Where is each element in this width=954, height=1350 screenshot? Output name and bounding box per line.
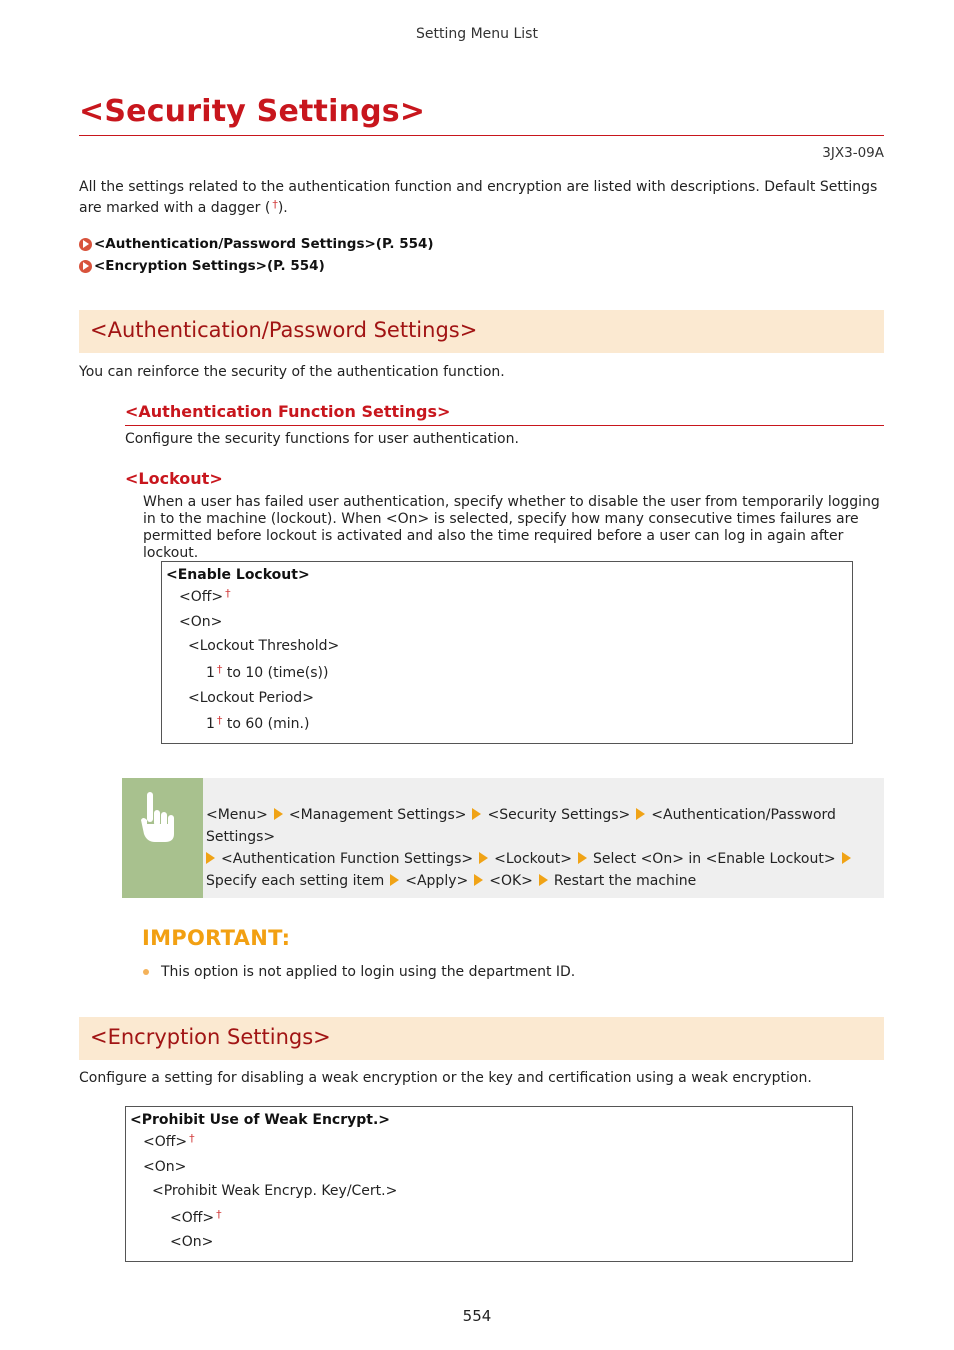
subheading-rule (125, 425, 884, 426)
triangle-right-icon (842, 852, 851, 864)
setting-title: <Enable Lockout> (166, 567, 310, 583)
section-heading-authentication (79, 310, 884, 353)
step: <OK> (489, 873, 533, 889)
step: <Management Settings> (288, 807, 467, 823)
step: Restart the machine (553, 873, 697, 889)
subheading-description: Configure the security functions for user authentication. (125, 431, 519, 447)
section-heading-encryption (79, 1017, 884, 1060)
step: Specify each setting item (206, 873, 385, 889)
triangle-right-icon (636, 808, 645, 820)
subheading-authentication-function: <Authentication Function Settings> (125, 402, 451, 421)
section-heading-text: <Authentication/Password Settings> (90, 318, 478, 342)
setting-option-on: <On> (179, 614, 223, 630)
setting-option-off (179, 587, 231, 605)
default-value: 1 (206, 665, 215, 681)
link-authentication-password[interactable] (79, 236, 434, 252)
setting-option-on: <On> (143, 1159, 187, 1175)
intro-text-end: ). (277, 200, 288, 216)
link-label[interactable]: <Authentication/Password Settings>(P. 554) (94, 236, 434, 252)
subheading-lockout: <Lockout> (125, 469, 223, 488)
setting-sub-option-off (170, 1208, 222, 1226)
hand-panel (122, 778, 203, 898)
triangle-right-icon (274, 808, 283, 820)
document-code: 3JX3-09A (822, 145, 884, 161)
step: <Menu> (206, 807, 268, 823)
step: <Authentication Function Settings> (221, 851, 474, 867)
setting-sub-option-on: <On> (170, 1234, 214, 1250)
intro-paragraph (79, 179, 884, 217)
option-label: <Off> (179, 589, 224, 605)
range-text: to 60 (min.) (226, 716, 310, 732)
operation-path-box (122, 778, 884, 898)
setting-sub-label: <Prohibit Weak Encryp. Key/Cert.> (152, 1183, 398, 1199)
page-number: 554 (462, 1307, 492, 1325)
dagger-mark: † (216, 714, 223, 727)
dagger-mark: † (272, 198, 278, 211)
setting-threshold-range (206, 663, 328, 681)
dagger-mark: † (216, 1208, 222, 1221)
settings-box-lockout (161, 561, 853, 744)
step: <Authentication/Password Settings> (206, 807, 836, 845)
circle-arrow-icon (79, 238, 92, 251)
dagger-mark: † (225, 587, 231, 600)
triangle-right-icon (390, 874, 399, 886)
lockout-description: When a user has failed user authentication, specify whether to disable the user from temporarily logging in to the machine (lockout). When <On> is selected, specify how many consecutive times failures are permitted before lockout is activated and also the time required before a user can log in again after lockout. (143, 494, 880, 561)
step: <Lockout> (494, 851, 572, 867)
option-label: <Off> (170, 1210, 215, 1226)
triangle-right-icon (539, 874, 548, 886)
pointing-hand-icon (139, 790, 183, 846)
settings-box-encryption (125, 1106, 853, 1262)
triangle-right-icon (206, 852, 215, 864)
default-value: 1 (206, 716, 215, 732)
step: <Security Settings> (487, 807, 631, 823)
range-text: to 10 (time(s)) (226, 665, 329, 681)
step: Select <On> in <Enable Lockout> (592, 851, 836, 867)
bullet-text: This option is not applied to login using the department ID. (161, 964, 576, 980)
page-title: <Security Settings> (79, 94, 426, 129)
setting-period-range (206, 714, 309, 732)
triangle-right-icon (474, 874, 483, 886)
operation-steps (206, 804, 878, 892)
section-description: You can reinforce the security of the authentication function. (79, 364, 505, 380)
link-label[interactable]: <Encryption Settings>(P. 554) (94, 258, 325, 274)
important-bullet (143, 964, 575, 980)
setting-threshold-label: <Lockout Threshold> (188, 638, 340, 654)
section-description: Configure a setting for disabling a weak encryption or the key and certification using a weak encryption. (79, 1070, 812, 1086)
important-label: IMPORTANT: (142, 926, 291, 950)
triangle-right-icon (578, 852, 587, 864)
intro-text: All the settings related to the authentication function and encryption are listed with descriptions. Default Settings are marked with a dagger ( (79, 179, 878, 216)
triangle-right-icon (479, 852, 488, 864)
bullet-dot-icon (143, 969, 149, 975)
section-heading-text: <Encryption Settings> (90, 1025, 331, 1049)
title-rule (79, 135, 884, 136)
setting-title: <Prohibit Use of Weak Encrypt.> (130, 1112, 391, 1128)
triangle-right-icon (472, 808, 481, 820)
link-encryption[interactable] (79, 258, 325, 274)
step: <Apply> (405, 873, 469, 889)
setting-option-off (143, 1132, 195, 1150)
dagger-mark: † (189, 1132, 195, 1145)
setting-period-label: <Lockout Period> (188, 690, 314, 706)
option-label: <Off> (143, 1134, 188, 1150)
circle-arrow-icon (79, 260, 92, 273)
dagger-mark: † (216, 663, 223, 676)
running-header: Setting Menu List (416, 26, 538, 42)
